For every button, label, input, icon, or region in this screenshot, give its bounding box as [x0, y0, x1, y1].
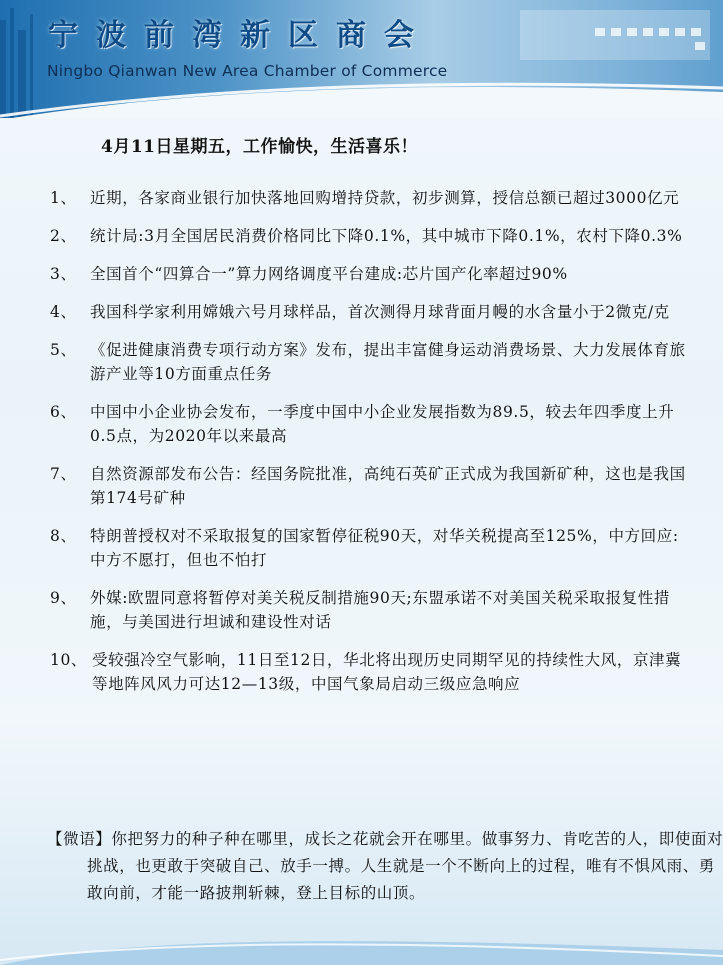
news-text: 特朗普授权对不采取报复的国家暂停征税90天，对华关税提高至125%，中方回应:中方不愿打，但也不怕打 [90, 527, 679, 569]
news-text: 《促进健康消费专项行动方案》发布，提出丰富健身运动消费场景、大力发展体育旅游产业等10方面重点任务 [90, 341, 686, 383]
daily-greeting-headline: 4月11日星期五，工作愉快，生活喜乐！ [101, 137, 418, 157]
news-item [50, 262, 690, 286]
news-item [50, 300, 690, 324]
news-number: 3、 [50, 265, 77, 283]
news-text: 全国首个“四算合一”算力网络调度平台建成:芯片国产化率超过90% [90, 265, 568, 283]
news-number: 6、 [50, 403, 77, 421]
chamber-title-chinese: 宁波前湾新区商会 [48, 18, 432, 53]
banner-swoosh [0, 70, 723, 118]
news-text: 我国科学家利用嫦娥六号月球样品，首次测得月球背面月幔的水含量小于2微克/克 [90, 303, 670, 321]
news-text: 外媒:欧盟同意将暂停对美关税反制措施90天;东盟承诺不对美国关税采取报复性措施，与美国进行坦诚和建设性对话 [90, 589, 670, 631]
news-number: 2、 [50, 227, 77, 245]
news-list [50, 186, 690, 710]
decorative-dots [595, 26, 715, 56]
quote-block [47, 826, 723, 907]
news-text: 受较强冷空气影响，11日至12日，华北将出现历史同期罕见的持续性大风，京津冀等地阵风风力可达12—13级，中国气象局启动三级应急响应 [92, 651, 682, 693]
news-number: 4、 [50, 303, 77, 321]
news-number: 7、 [50, 465, 77, 483]
chamber-title-english: Ningbo Qianwan New Area Chamber of Commerce [47, 62, 448, 80]
news-item [50, 586, 690, 634]
quote-text: 你把努力的种子种在哪里，成长之花就会开在哪里。做事努力、肯吃苦的人，即使面对挑战，也更敢于突破自己、放手一搏。人生就是一个不断向上的过程，唯有不惧风雨、勇敢向前，才能一路披荆斩棘，登上目标的山顶。 [87, 830, 723, 902]
news-text: 自然资源部发布公告：经国务院批准，高纯石英矿正式成为我国新矿种，这也是我国第174号矿种 [90, 465, 686, 507]
news-number: 9、 [50, 589, 77, 607]
news-number: 8、 [50, 527, 77, 545]
news-number: 1、 [50, 189, 77, 207]
news-item [50, 462, 690, 510]
news-number: 5、 [50, 341, 77, 359]
news-text: 近期，各家商业银行加快落地回购增持贷款，初步测算，授信总额已超过3000亿元 [90, 189, 680, 207]
news-item [50, 524, 690, 572]
header-banner [0, 0, 723, 118]
news-text: 统计局:3月全国居民消费价格同比下降0.1%，其中城市下降0.1%，农村下降0.3% [90, 227, 683, 245]
news-item [50, 648, 690, 696]
news-text: 中国中小企业协会发布，一季度中国中小企业发展指数为89.5，较去年四季度上升0.5点，为2020年以来最高 [90, 403, 675, 445]
footer-wave [0, 930, 723, 965]
news-item [50, 400, 690, 448]
quote-label: 【微语】 [47, 830, 112, 848]
news-number: 10、 [50, 651, 88, 669]
news-item [50, 338, 690, 386]
news-item [50, 224, 690, 248]
news-item [50, 186, 690, 210]
